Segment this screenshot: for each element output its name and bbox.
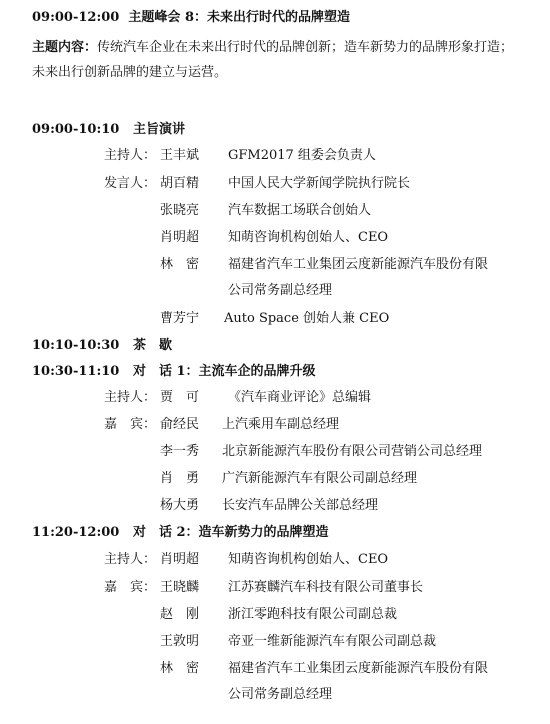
- dialogue1-title: 对 话 1：主流车企的品牌升级: [132, 364, 316, 379]
- keynote-host-desc: GFM2017 组委会负责人: [228, 148, 376, 163]
- break-time: 10:10-10:30: [32, 338, 120, 353]
- dialogue2-time: 11:20-12:00: [32, 525, 120, 540]
- speaker-desc: 福建省汽车工业集团云度新能源汽车股份有限: [228, 257, 489, 272]
- dialogue2-host-desc: 知萌咨询机构创始人、CEO: [228, 552, 389, 567]
- speaker-name: 林 密: [160, 257, 200, 272]
- guest-desc: 浙江零跑科技有限公司副总裁: [228, 607, 398, 622]
- dialogue2-host-role: 主持人：: [104, 552, 157, 567]
- guest-name: 肖 勇: [160, 471, 200, 486]
- dialogue2-guest-role: 嘉 宾：: [104, 580, 157, 595]
- dialogue1-host-desc: 《汽车商业评论》总编辑: [228, 390, 372, 405]
- speaker-desc: 汽车数据工场联合创始人: [228, 203, 372, 218]
- speaker-name: 肖明超: [160, 230, 200, 245]
- guest-name: 王敦明: [160, 634, 200, 649]
- speaker-name: 张晓亮: [160, 203, 200, 218]
- dialogue1-heading: [32, 362, 316, 382]
- speaker-name: 胡百精: [160, 176, 200, 191]
- guest-name: 赵 刚: [160, 607, 200, 622]
- keynote-host-name: 王丰斌: [160, 148, 200, 163]
- dialogue2-heading: [32, 523, 329, 543]
- guest-name: 俞经民: [160, 417, 200, 432]
- keynote-speaker-role: 发言人：: [104, 176, 157, 191]
- speaker-desc: Auto Space 创始人兼 CEO: [224, 311, 390, 326]
- break-title: 茶 歇: [132, 338, 172, 353]
- dialogue2-host-name: 肖明超: [160, 552, 200, 567]
- guest-desc: 上汽乘用车副总经理: [222, 417, 340, 432]
- guest-name: 李一秀: [160, 444, 200, 459]
- session-time: 09:00-12:00: [32, 10, 120, 25]
- speaker-desc-cont: 公司常务副总经理: [228, 283, 333, 298]
- topics-label: 主题内容：: [32, 40, 98, 55]
- speaker-desc: 中国人民大学新闻学院执行院长: [228, 176, 411, 191]
- dialogue1-host-role: 主持人：: [104, 390, 157, 405]
- guest-desc-cont: 公司常务副总经理: [228, 687, 333, 702]
- guest-desc: 帝亚一维新能源汽车有限公司副总裁: [228, 634, 437, 649]
- keynote-host-role: 主持人：: [104, 148, 157, 163]
- guest-desc: 江苏赛麟汽车科技有限公司董事长: [228, 580, 424, 595]
- keynote-heading: [32, 120, 185, 140]
- session-topics: [32, 38, 513, 58]
- guest-name: 林 密: [160, 661, 200, 676]
- guest-desc: 广汽新能源汽车有限公司副总经理: [222, 471, 418, 486]
- break-heading: [32, 336, 172, 356]
- keynote-title: 主旨演讲: [132, 122, 185, 137]
- guest-desc: 长安汽车品牌公关部总经理: [222, 498, 379, 513]
- topics-line1: 传统汽车企业在未来出行时代的品牌创新；造车新势力的品牌形象打造；: [97, 40, 514, 55]
- guest-name: 王晓麟: [160, 580, 200, 595]
- dialogue1-guest-role: 嘉 宾：: [104, 417, 157, 432]
- dialogue1-host-name: 贾 可: [160, 390, 200, 405]
- speaker-desc: 知萌咨询机构创始人、CEO: [228, 230, 389, 245]
- session-title: 主题峰会 8：未来出行时代的品牌塑造: [128, 10, 350, 25]
- speaker-name: 曹芳宁: [160, 311, 200, 326]
- dialogue2-title: 对 话 2：造车新势力的品牌塑造: [132, 525, 329, 540]
- session-heading: [32, 8, 350, 28]
- guest-desc: 福建省汽车工业集团云度新能源汽车股份有限: [228, 661, 489, 676]
- keynote-time: 09:00-10:10: [32, 122, 120, 137]
- guest-desc: 北京新能源汽车股份有限公司营销公司总经理: [222, 444, 483, 459]
- guest-name: 杨大勇: [160, 498, 200, 513]
- topics-line2: 未来出行创新品牌的建立与运营。: [32, 65, 228, 80]
- dialogue1-time: 10:30-11:10: [32, 364, 120, 379]
